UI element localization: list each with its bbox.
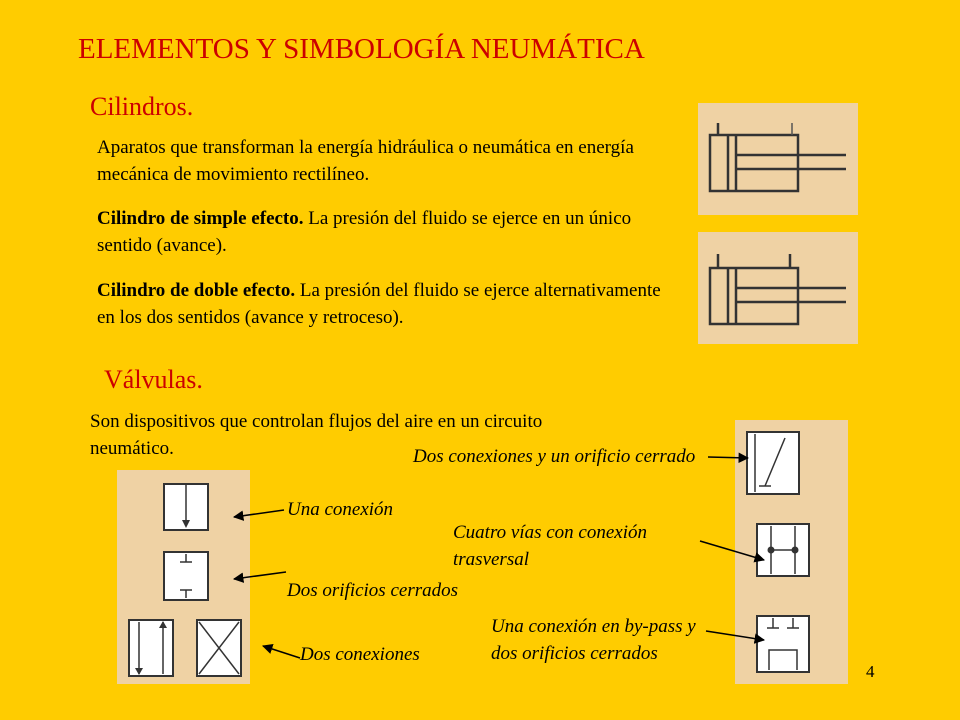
cilindro-doble-desc: La presión del fluido se ejerce alternativamente en los dos sentidos (avance y retroceso).: [97, 280, 661, 328]
page-title: ELEMENTOS Y SIMBOLOGÍA NEUMÁTICA: [78, 33, 645, 65]
cilindro-simple-desc: La presión del fluido se ejerce en un único sentido (avance).: [97, 208, 632, 256]
cilindro-simple-term: Cilindro de simple efecto.: [97, 208, 304, 229]
valvulas-intro: Son dispositivos que controlan flujos del aire en un circuito neumático.: [90, 411, 543, 459]
label-dos-conexiones-orificio-cerrado: Dos conexiones y un orificio cerrado: [413, 446, 696, 467]
label-una-conexion: Una conexión: [287, 499, 394, 520]
cilindro-doble-term: Cilindro de doble efecto.: [97, 280, 296, 301]
page-number: 4: [866, 662, 875, 681]
label-dos-conexiones: Dos conexiones: [300, 644, 420, 665]
section-heading-cilindros: Cilindros.: [90, 92, 194, 121]
label-dos-orificios-cerrados: Dos orificios cerrados: [287, 580, 458, 601]
label-cuatro-vias: Cuatro vías con conexión trasversal: [453, 522, 648, 570]
section-heading-valvulas: Válvulas.: [104, 365, 203, 394]
label-bypass: Una conexión en by-pass y dos orificios cerrados: [491, 616, 696, 664]
cilindros-intro: Aparatos que transforman la energía hidráulica o neumática en energía mecánica de movimiento rectilíneo.: [97, 137, 634, 185]
